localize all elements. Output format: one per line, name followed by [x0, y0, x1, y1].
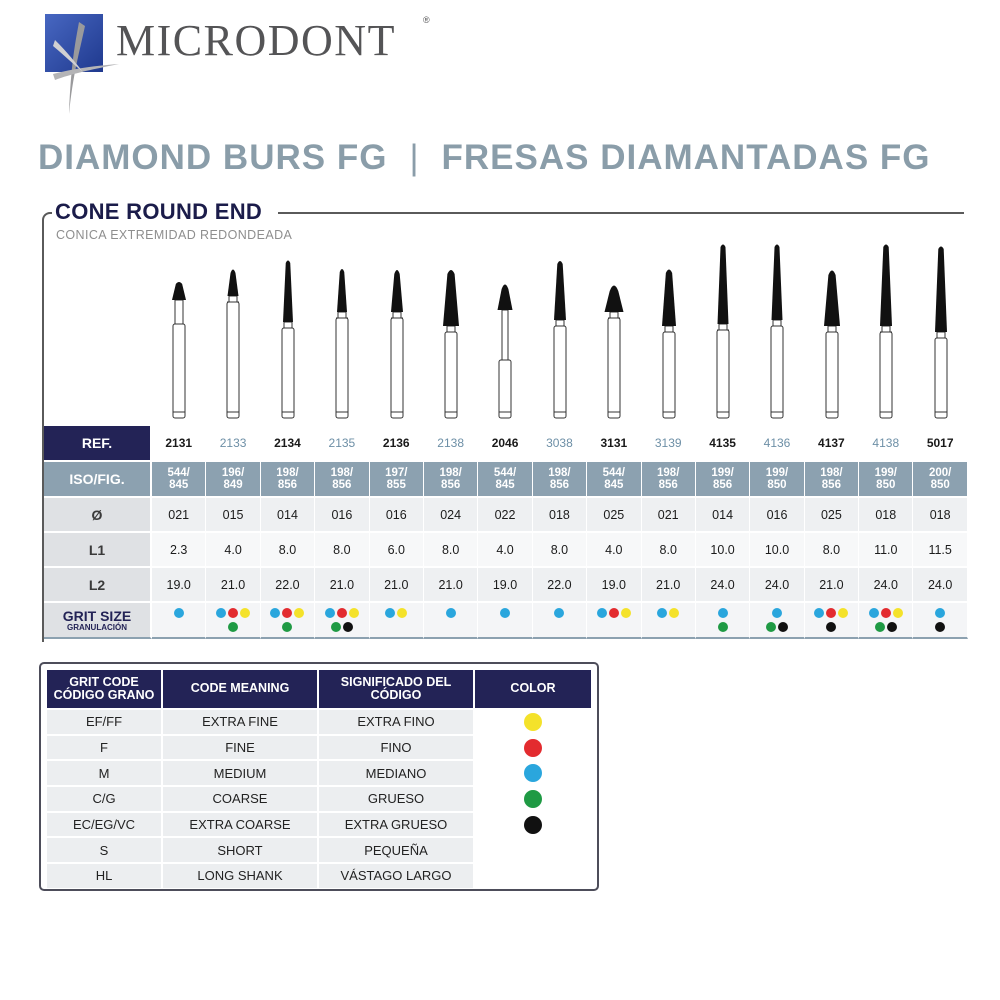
black-grit-dot — [887, 622, 897, 632]
l1-cell: 11.5 — [913, 531, 967, 566]
iso-figure-line2: 856 — [441, 479, 461, 491]
l2-cell: 22.0 — [533, 566, 587, 601]
iso-row-label: ISO/FIG. — [44, 460, 152, 496]
grit-row-label — [44, 601, 152, 639]
iso-figure-line1: 199/ — [711, 466, 734, 479]
legend-code: EF/FF — [47, 708, 163, 734]
grit-cell — [642, 601, 696, 639]
grit-dots — [750, 608, 803, 632]
iso-figure-line2: 845 — [604, 479, 624, 491]
blue-grit-dot — [814, 608, 824, 618]
l2-cell: 19.0 — [478, 566, 532, 601]
iso-cell — [478, 460, 532, 496]
iso-cell — [152, 460, 206, 496]
iso-figure-line1: 198/ — [330, 466, 354, 479]
l1-cell: 8.0 — [805, 531, 859, 566]
bur-drawing-4137 — [805, 240, 859, 426]
black-grit-dot — [778, 622, 788, 632]
l1-cell: 8.0 — [315, 531, 369, 566]
iso-figure-line2: 856 — [713, 479, 733, 491]
l2-cell: 21.0 — [805, 566, 859, 601]
diameter-row — [44, 496, 968, 531]
l1-cell: 8.0 — [261, 531, 315, 566]
grit-size-label: GRIT SIZE — [62, 607, 132, 624]
grit-dot-line — [331, 622, 353, 632]
legend-color — [475, 811, 593, 837]
diameter-cell: 021 — [642, 496, 696, 531]
l2-cell: 19.0 — [587, 566, 641, 601]
iso-figure-line2: 850 — [876, 479, 896, 491]
diameter-cell: 016 — [750, 496, 804, 531]
grit-row — [44, 601, 968, 639]
grit-dot-line — [270, 608, 304, 618]
legend-code: M — [47, 759, 163, 785]
yellow-grit-dot — [838, 608, 848, 618]
ref-cell: 2133 — [206, 426, 260, 460]
bur-illustrations — [152, 240, 964, 426]
legend-header-code: GRIT CODE CÓDIGO GRANO — [47, 670, 163, 708]
iso-figure-line1: 198/ — [657, 466, 680, 479]
l1-cell: 10.0 — [696, 531, 750, 566]
bur-drawing-3038 — [533, 240, 587, 426]
legend-header-color: COLOR — [475, 670, 593, 708]
legend-meaning: EXTRA COARSE — [163, 811, 319, 837]
ref-row — [44, 426, 968, 460]
red-grit-dot — [228, 608, 238, 618]
grit-cell — [424, 601, 478, 639]
l2-cell: 21.0 — [370, 566, 424, 601]
bur-drawing-4136 — [750, 240, 804, 426]
legend-significado: VÁSTAGO LARGO — [319, 862, 475, 888]
grit-dot-line — [174, 608, 184, 618]
green-grit-dot — [331, 622, 341, 632]
ref-cell: 4135 — [696, 426, 750, 460]
iso-figure-line1: 198/ — [548, 466, 571, 479]
ref-cell: 2136 — [370, 426, 424, 460]
diameter-cell: 024 — [424, 496, 478, 531]
grit-dot-line — [935, 622, 945, 632]
ref-cell: 2046 — [478, 426, 532, 460]
grit-dot-line — [446, 608, 456, 618]
iso-cell — [642, 460, 696, 496]
l1-cell: 6.0 — [370, 531, 424, 566]
diameter-cell: 014 — [261, 496, 315, 531]
iso-figure-line2: 845 — [169, 479, 189, 491]
bur-drawing-2136 — [370, 240, 424, 426]
yellow-grit-dot — [240, 608, 250, 618]
l2-cell: 19.0 — [152, 566, 206, 601]
iso-figure-line1: 196/ — [221, 466, 245, 479]
grit-dots — [315, 608, 368, 632]
bur-drawing-4138 — [859, 240, 913, 426]
grit-cell — [913, 601, 967, 639]
green-grit-dot — [718, 622, 728, 632]
iso-cell — [696, 460, 750, 496]
legend-code: S — [47, 836, 163, 862]
ref-row-label: REF. — [44, 426, 152, 460]
l2-row-label: L2 — [44, 566, 152, 601]
grit-dot-line — [325, 608, 359, 618]
grit-dots — [152, 608, 205, 632]
bur-drawing-3131 — [587, 240, 641, 426]
legend-meaning: FINE — [163, 734, 319, 760]
legend-meaning: MEDIUM — [163, 759, 319, 785]
title-separator: | — [409, 138, 420, 177]
grit-dots — [370, 608, 423, 632]
grit-dot-line — [766, 622, 788, 632]
grit-cell — [206, 601, 260, 639]
ref-cell: 3139 — [642, 426, 696, 460]
diameter-cell: 025 — [805, 496, 859, 531]
grit-cell — [152, 601, 206, 639]
black-grit-dot — [935, 622, 945, 632]
yellow-grit-dot — [349, 608, 359, 618]
microdont-logo-icon — [45, 14, 123, 116]
grit-dot-line — [772, 608, 782, 618]
ref-cell: 2131 — [152, 426, 206, 460]
iso-cell — [750, 460, 804, 496]
legend-code: F — [47, 734, 163, 760]
iso-figure-line2: 856 — [277, 479, 298, 491]
l1-cell: 4.0 — [206, 531, 260, 566]
iso-cell — [206, 460, 260, 496]
legend-row — [47, 862, 593, 888]
blue-grit-dot — [216, 608, 226, 618]
iso-cell — [859, 460, 913, 496]
iso-cell — [424, 460, 478, 496]
ref-cell: 5017 — [913, 426, 967, 460]
l2-cell: 24.0 — [696, 566, 750, 601]
bur-drawing-3139 — [642, 240, 696, 426]
black-grit-dot — [343, 622, 353, 632]
yellow-grit-dot — [294, 608, 304, 618]
grit-dot-line — [282, 622, 292, 632]
iso-figure-line2: 856 — [658, 479, 678, 491]
blue-grit-dot — [935, 608, 945, 618]
grit-dot-line — [935, 608, 945, 618]
bur-drawing-2138 — [424, 240, 478, 426]
legend-significado: PEQUEÑA — [319, 836, 475, 862]
blue-grit-dot — [174, 608, 184, 618]
legend-row — [47, 708, 593, 734]
iso-cell — [805, 460, 859, 496]
grit-dot-line — [718, 622, 728, 632]
legend-color — [475, 708, 593, 734]
legend-row — [47, 759, 593, 785]
blue-grit-dot — [554, 608, 564, 618]
l2-row — [44, 566, 968, 601]
grit-dot-line — [385, 608, 407, 618]
blue-grit-dot — [657, 608, 667, 618]
page-title — [38, 140, 978, 175]
legend-table — [47, 670, 593, 888]
iso-cell — [533, 460, 587, 496]
diameter-row-label: Ø — [44, 496, 152, 531]
legend-header-significado: SIGNIFICADO DEL CÓDIGO — [319, 670, 475, 708]
legend-significado: GRUESO — [319, 785, 475, 811]
blue-grit-dot — [597, 608, 607, 618]
l1-cell: 4.0 — [478, 531, 532, 566]
legend-row — [47, 785, 593, 811]
blue-grit-dot — [446, 608, 456, 618]
registered-mark: ® — [423, 15, 430, 25]
iso-figure-line1: 198/ — [439, 466, 462, 479]
iso-figure-line2: 856 — [332, 479, 352, 491]
ref-cell: 4136 — [750, 426, 804, 460]
grit-dot-line — [814, 608, 848, 618]
green-grit-dot — [228, 622, 238, 632]
blue-grit-dot — [385, 608, 395, 618]
diameter-cell: 018 — [533, 496, 587, 531]
iso-figure-line2: 850 — [930, 479, 950, 491]
section-title: CONE ROUND END — [55, 199, 263, 224]
blue-grit-dot — [718, 608, 728, 618]
legend-row — [47, 734, 593, 760]
legend-color — [475, 734, 593, 760]
iso-cell — [315, 460, 369, 496]
legend-significado: EXTRA FINO — [319, 708, 475, 734]
legend-meaning: SHORT — [163, 836, 319, 862]
legend-color — [475, 785, 593, 811]
l1-cell: 4.0 — [587, 531, 641, 566]
legend-code: HL — [47, 862, 163, 888]
l2-cell: 24.0 — [859, 566, 913, 601]
l1-cell: 10.0 — [750, 531, 804, 566]
legend-code: C/G — [47, 785, 163, 811]
bur-drawing-5017 — [914, 240, 968, 426]
legend-row — [47, 836, 593, 862]
diameter-cell: 022 — [478, 496, 532, 531]
grit-cell — [370, 601, 424, 639]
grit-dot-line — [597, 608, 631, 618]
blue-grit-dot — [772, 608, 782, 618]
grit-cell — [533, 601, 587, 639]
grit-dot-line — [554, 608, 564, 618]
grit-dot-line — [500, 608, 510, 618]
section-subtitle: CONICA EXTREMIDAD REDONDEADA — [56, 228, 293, 242]
legend-meaning: EXTRA FINE — [163, 708, 319, 734]
grit-cell — [750, 601, 804, 639]
diameter-cell: 015 — [206, 496, 260, 531]
iso-figure-line2: 845 — [495, 479, 515, 491]
l1-cell: 11.0 — [859, 531, 913, 566]
grit-dots — [805, 608, 858, 632]
grit-dots — [424, 608, 477, 632]
black-dot — [524, 816, 542, 834]
ref-cell: 2134 — [261, 426, 315, 460]
iso-row — [44, 460, 968, 496]
red-grit-dot — [609, 608, 619, 618]
ref-cell: 2135 — [315, 426, 369, 460]
red-grit-dot — [282, 608, 292, 618]
ref-cell: 3038 — [533, 426, 587, 460]
l2-cell: 24.0 — [750, 566, 804, 601]
grit-dots — [587, 608, 640, 632]
yellow-grit-dot — [669, 608, 679, 618]
grit-dots — [913, 608, 966, 632]
brand-name: MICRODONT — [116, 16, 396, 65]
green-grit-dot — [766, 622, 776, 632]
iso-figure-line1: 198/ — [820, 466, 843, 479]
yellow-grit-dot — [621, 608, 631, 618]
grit-cell — [587, 601, 641, 639]
legend-significado: MEDIANO — [319, 759, 475, 785]
grit-cell — [315, 601, 369, 639]
l2-cell: 21.0 — [315, 566, 369, 601]
grit-dot-line — [657, 608, 679, 618]
legend-meaning: LONG SHANK — [163, 862, 319, 888]
blue-dot — [524, 764, 542, 782]
red-grit-dot — [881, 608, 891, 618]
iso-figure-line1: 199/ — [765, 466, 789, 479]
red-dot — [524, 739, 542, 757]
iso-figure-line1: 544/ — [167, 466, 190, 479]
grit-dots — [261, 608, 314, 632]
l1-cell: 2.3 — [152, 531, 206, 566]
red-grit-dot — [337, 608, 347, 618]
yellow-grit-dot — [893, 608, 903, 618]
grit-dot-line — [216, 608, 250, 618]
iso-figure-line2: 849 — [223, 479, 243, 491]
legend-significado: EXTRA GRUESO — [319, 811, 475, 837]
green-grit-dot — [875, 622, 885, 632]
grit-dots — [696, 608, 749, 632]
grit-dot-line — [228, 622, 238, 632]
green-dot — [524, 790, 542, 808]
grit-cell — [696, 601, 750, 639]
iso-cell — [913, 460, 967, 496]
legend-meaning: COARSE — [163, 785, 319, 811]
legend-color — [475, 862, 593, 888]
granulacion-label: GRANULACIÓN — [67, 622, 127, 632]
diameter-cell: 014 — [696, 496, 750, 531]
diameter-cell: 025 — [587, 496, 641, 531]
l2-cell: 22.0 — [261, 566, 315, 601]
legend-color — [475, 759, 593, 785]
bur-drawing-2046 — [478, 240, 532, 426]
red-grit-dot — [826, 608, 836, 618]
iso-figure-line1: 200/ — [928, 466, 952, 479]
iso-figure-line1: 198/ — [276, 466, 299, 479]
grit-dot-line — [826, 622, 836, 632]
spec-table — [44, 426, 968, 639]
grit-cell — [261, 601, 315, 639]
grit-dots — [206, 608, 259, 632]
green-grit-dot — [282, 622, 292, 632]
iso-figure-line2: 855 — [386, 479, 406, 491]
blue-grit-dot — [325, 608, 335, 618]
bur-drawing-2134 — [261, 240, 315, 426]
l2-cell: 21.0 — [642, 566, 696, 601]
iso-figure-line1: 197/ — [385, 466, 408, 479]
l1-row-label: L1 — [44, 531, 152, 566]
bur-drawing-2133 — [206, 240, 260, 426]
bur-drawing-4135 — [696, 240, 750, 426]
legend-row — [47, 811, 593, 837]
blue-grit-dot — [270, 608, 280, 618]
ref-cell: 3131 — [587, 426, 641, 460]
diameter-cell: 018 — [859, 496, 913, 531]
diameter-cell: 016 — [315, 496, 369, 531]
iso-cell — [261, 460, 315, 496]
iso-figure-line2: 850 — [767, 479, 787, 491]
blue-grit-dot — [500, 608, 510, 618]
yellow-grit-dot — [397, 608, 407, 618]
grit-dots — [533, 608, 586, 632]
title-english: DIAMOND BURS FG — [38, 138, 388, 177]
ref-cell: 2138 — [424, 426, 478, 460]
title-spanish: FRESAS DIAMANTADAS FG — [441, 138, 931, 177]
ref-cell: 4138 — [859, 426, 913, 460]
blue-grit-dot — [869, 608, 879, 618]
yellow-dot — [524, 713, 542, 731]
bur-drawing-2135 — [315, 240, 369, 426]
iso-figure-line1: 544/ — [493, 466, 517, 479]
iso-figure-line2: 856 — [549, 479, 570, 491]
iso-figure-line1: 199/ — [874, 466, 897, 479]
grit-legend — [39, 662, 599, 891]
iso-cell — [370, 460, 424, 496]
grit-dots — [642, 608, 695, 632]
legend-code: EC/EG/VC — [47, 811, 163, 837]
ref-cell: 4137 — [805, 426, 859, 460]
legend-color — [475, 836, 593, 862]
iso-figure-line1: 544/ — [602, 466, 626, 479]
grit-dots — [859, 608, 912, 632]
grit-cell — [478, 601, 532, 639]
grit-dot-line — [875, 622, 897, 632]
grit-cell — [805, 601, 859, 639]
l1-row — [44, 531, 968, 566]
diameter-cell: 021 — [152, 496, 206, 531]
legend-significado: FINO — [319, 734, 475, 760]
grit-dot-line — [718, 608, 728, 618]
grit-cell — [859, 601, 913, 639]
l2-cell: 21.0 — [206, 566, 260, 601]
diameter-cell: 016 — [370, 496, 424, 531]
l1-cell: 8.0 — [533, 531, 587, 566]
diameter-cell: 018 — [913, 496, 967, 531]
legend-header-meaning: CODE MEANING — [163, 670, 319, 708]
iso-figure-line2: 856 — [821, 479, 841, 491]
l2-cell: 24.0 — [913, 566, 967, 601]
l2-cell: 21.0 — [424, 566, 478, 601]
iso-cell — [587, 460, 641, 496]
grit-dots — [478, 608, 531, 632]
grit-dot-line — [869, 608, 903, 618]
bur-drawing-2131 — [152, 240, 206, 426]
l1-cell: 8.0 — [424, 531, 478, 566]
l1-cell: 8.0 — [642, 531, 696, 566]
black-grit-dot — [826, 622, 836, 632]
